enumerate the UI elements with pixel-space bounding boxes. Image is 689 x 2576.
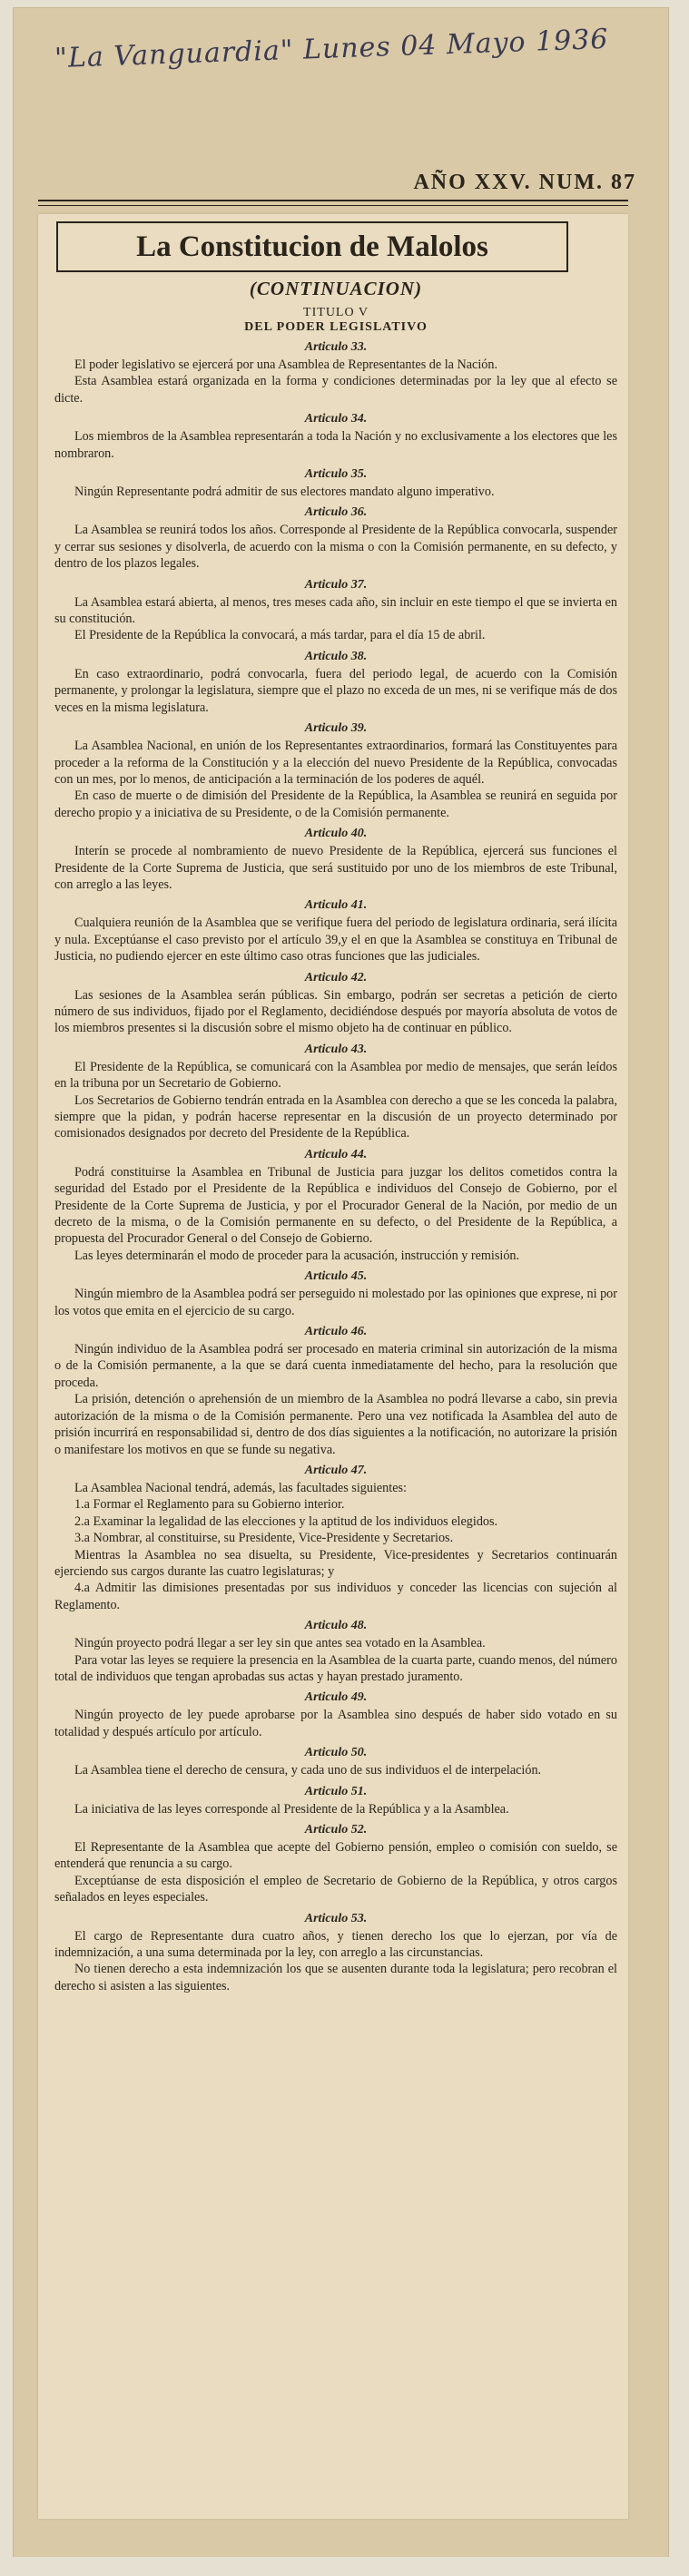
paragraph: Las sesiones de la Asamblea serán públicas. Sin embargo, podrán ser secretas a petición de cierto número de sus individuos, fijado por el Reglamento, decidiéndose después por mayoría absoluta de votos de los miembros presentes si la discusión sobre el mismo objeto ha de continuar en público. [54, 987, 617, 1036]
section-subtitle: DEL PODER LEGISLATIVO [244, 320, 428, 334]
article-heading: Articulo 41. [304, 898, 368, 913]
article-heading: Articulo 34. [304, 412, 368, 426]
title-box [56, 221, 568, 272]
paragraph: Podrá constituirse la Asamblea en Tribunal de Justicia para juzgar los delitos cometidos contra la seguridad del Estado por el Presidente de la República e individuos del Consejo de Gobierno, por el Presidente de la Corte Suprema de Justicia, y por el Procurador General de la Nación, por medio de un decreto de la misma, o de la Comisión permanente en su defecto, o del Presidente de la República, a propuesta del Procurador General o del Consejo de Gobierno. [54, 1164, 617, 1247]
paragraph: El Presidente de la República la convocará, a más tardar, para el día 15 de abril. [74, 628, 486, 643]
paragraph: No tienen derecho a esta indemnización los que se ausenten durante toda la legislatura; pero recobran el derecho si asisten a las siguientes. [54, 1962, 617, 1993]
paragraph: Mientras la Asamblea no sea disuelta, su Presidente, Vice-presidentes y Secretarios continuarán ejerciendo sus cargos durante las cuatro legislaturas; y [54, 1547, 617, 1579]
paragraph: Interín se procede al nombramiento de nuevo Presidente de la República, ejercerá sus funciones el Presidente de la Corte Suprema de Justicia, que será sustituido por uno de los miembros de este Tribunal, con arreglo a las leyes. [54, 844, 617, 892]
top-rule [38, 200, 628, 201]
article-heading: Articulo 43. [304, 1042, 368, 1056]
paragraph: Ningún proyecto podrá llegar a ser ley sin que antes sea votado en la Asamblea. [74, 1636, 486, 1651]
paragraph: Ningún proyecto de ley puede aprobarse por la Asamblea sino después de haber sido votado en su totalidad y después artículo por artículo. [54, 1708, 617, 1739]
article-heading: Articulo 44. [304, 1147, 368, 1161]
paragraph: Las leyes determinarán el modo de proceder para la acusación, instrucción y remisión. [74, 1248, 520, 1263]
paragraph: Ningún miembro de la Asamblea podrá ser perseguido ni molestado por las opiniones que exprese, ni por los votos que emita en el ejercicio de su cargo. [54, 1287, 617, 1318]
article-heading: Articulo 50. [304, 1746, 368, 1760]
article-heading: Articulo 33. [304, 340, 368, 354]
paragraph: La iniciativa de las leyes corresponde al Presidente de la República y a la Asamblea. [74, 1801, 509, 1817]
paragraph: El poder legislativo se ejercerá por una Asamblea de Representantes de la Nación. [74, 358, 498, 372]
article-heading: Articulo 40. [304, 827, 368, 841]
article-heading: Articulo 42. [304, 970, 368, 984]
paragraph: 4.a Admitir las dimisiones presentadas por sus individuos y conceder las licencias con sujeción al Reglamento. [54, 1581, 617, 1612]
section-title: TITULO V [303, 306, 369, 319]
issue-line: AÑO XXV. NUM. 87 [413, 171, 636, 194]
article-heading: Articulo 48. [304, 1619, 368, 1633]
article-body [54, 278, 617, 1994]
article-heading: Articulo 45. [304, 1269, 368, 1284]
paragraph: La Asamblea Nacional tendrá, además, las facultades siguientes: [74, 1480, 407, 1495]
paragraph: 2.a Examinar la legalidad de las elecciones y la aptitud de los individuos elegidos. [74, 1513, 498, 1529]
paragraph: Los Secretarios de Gobierno tendrán entrada en la Asamblea con derecho a que se les conceda la palabra, siempre que la pidan, y podrán hacerse representar en la discusión de un proyecto determinado por comisionados designados por decreto del Presidente de la República. [54, 1092, 617, 1141]
continuation-label: (CONTINUACION) [249, 278, 423, 299]
paragraph: La Asamblea estará abierta, al menos, tres meses cada año, sin incluir en este tiempo el que se invierta en su constitución. [54, 594, 617, 627]
article-heading: Articulo 49. [304, 1690, 368, 1705]
paragraph: El cargo de Representante dura cuatro años, y tienen derecho los que lo ejerzan, por vía de indemnización, a una suma determinada por la ley, con arreglo a las circunstancias. [54, 1928, 617, 1961]
top-rule-thin [38, 205, 628, 206]
paragraph: 3.a Nombrar, al constituirse, su Presidente, Vice-Presidente y Secretarios. [74, 1531, 454, 1546]
paragraph: La Asamblea tiene el derecho de censura, y cada uno de sus individuos el de interpelación. [74, 1763, 542, 1778]
paragraph: Cualquiera reunión de la Asamblea que se verifique fuera del periodo de legislatura ordinaria, será ilícita y nula. Exceptúanse el caso previsto por el artículo 39,y el en que la Asamblea se constituya en Tribunal de Justicia, no pudiendo ejercer en este último caso otras funciones que las judiciales. [54, 916, 617, 965]
article-heading: Articulo 46. [304, 1325, 368, 1339]
paragraph: En caso extraordinario, podrá convocarla, fuera del periodo legal, de acuerdo con la Comisión permanente, y prolongar la legislatura, siempre que el plazo no exceda de un mes, ni se verifique más de dos veces en la misma legislatura. [54, 666, 617, 715]
article-heading: Articulo 52. [304, 1823, 368, 1837]
paragraph: El Presidente de la República, se comunicará con la Asamblea por medio de mensajes, que serán leídos en la tribuna por un Secretario de Gobierno. [54, 1059, 617, 1092]
paragraph: Esta Asamblea estará organizada en la forma y condiciones determinadas por la ley que al efecto se dicte. [54, 374, 617, 406]
article-title: La Constitucion de Malolos [136, 230, 488, 263]
paragraph: En caso de muerte o de dimisión del Presidente de la República, la Asamblea se reunirá en seguida por derecho propio y a iniciativa de su Presidente, o de la Comisión permanente. [54, 788, 617, 820]
article-heading: Articulo 47. [304, 1463, 368, 1477]
paragraph: Ningún Representante podrá admitir de sus electores mandato alguno imperativo. [74, 485, 495, 500]
paragraph: Exceptúanse de esta disposición el empleo de Secretario de Gobierno de la República, y otros cargos señalados en leyes especiales. [54, 1873, 617, 1905]
handwritten-note: "La Vanguardia" Lunes 04 Mayo 1936 [54, 23, 609, 75]
paragraph: La Asamblea se reunirá todos los años. Corresponde al Presidente de la República convocarla, suspender y cerrar sus sesiones y disolverla, de acuerdo con la misma o con la Comisión permanente, en su defecto, y dentro de los plazos legales. [54, 523, 617, 572]
scan-footer [0, 2557, 689, 2576]
article-heading: Articulo 37. [304, 577, 368, 592]
paragraph: Para votar las leyes se requiere la presencia en la Asamblea de la cuarta parte, cuando menos, del número total de individuos que tengan aprobadas sus actas y hayan prestado juramento. [54, 1652, 617, 1684]
paragraph: La prisión, detención o aprehensión de un miembro de la Asamblea no podrá llevarse a cabo, sin previa autorización de la misma o de la Comisión permanente. Pero una vez notificada la Asamblea del auto de prisión incurrirá en responsabilidad si, dentro de dos días siguientes a la notificación, no autorizare la prisión o manifestare los motivos en que se funde su negativa. [54, 1392, 617, 1457]
article-heading: Articulo 53. [304, 1911, 368, 1925]
paragraph: Los miembros de la Asamblea representarán a toda la Nación y no exclusivamente a los electores que les nombraron. [54, 429, 617, 461]
article-heading: Articulo 36. [304, 505, 368, 520]
paragraph: El Representante de la Asamblea que acepte del Gobierno pensión, empleo o comisión con sueldo, se entenderá que renuncia a su cargo. [54, 1840, 617, 1872]
paragraph: 1.a Formar el Reglamento para su Gobierno interior. [74, 1497, 345, 1513]
article-heading: Articulo 38. [304, 649, 368, 663]
paragraph: La Asamblea Nacional, en unión de los Representantes extraordinarios, formará las Constituyentes para proceder a la reforma de la Constitución y a la elección del nuevo Presidente de la República, convocadas con un mes, por lo menos, de anticipación a la terminación de los poderes de aquél. [54, 739, 617, 787]
paragraph: Ningún individuo de la Asamblea podrá ser procesado en materia criminal sin autorización de la misma o de la Comisión permanente, a la que se dará cuenta inmediatamente del hecho, para la resolución que proceda. [54, 1342, 617, 1390]
article-heading: Articulo 51. [304, 1784, 368, 1798]
article-heading: Articulo 35. [304, 467, 368, 482]
article-heading: Articulo 39. [304, 721, 368, 736]
